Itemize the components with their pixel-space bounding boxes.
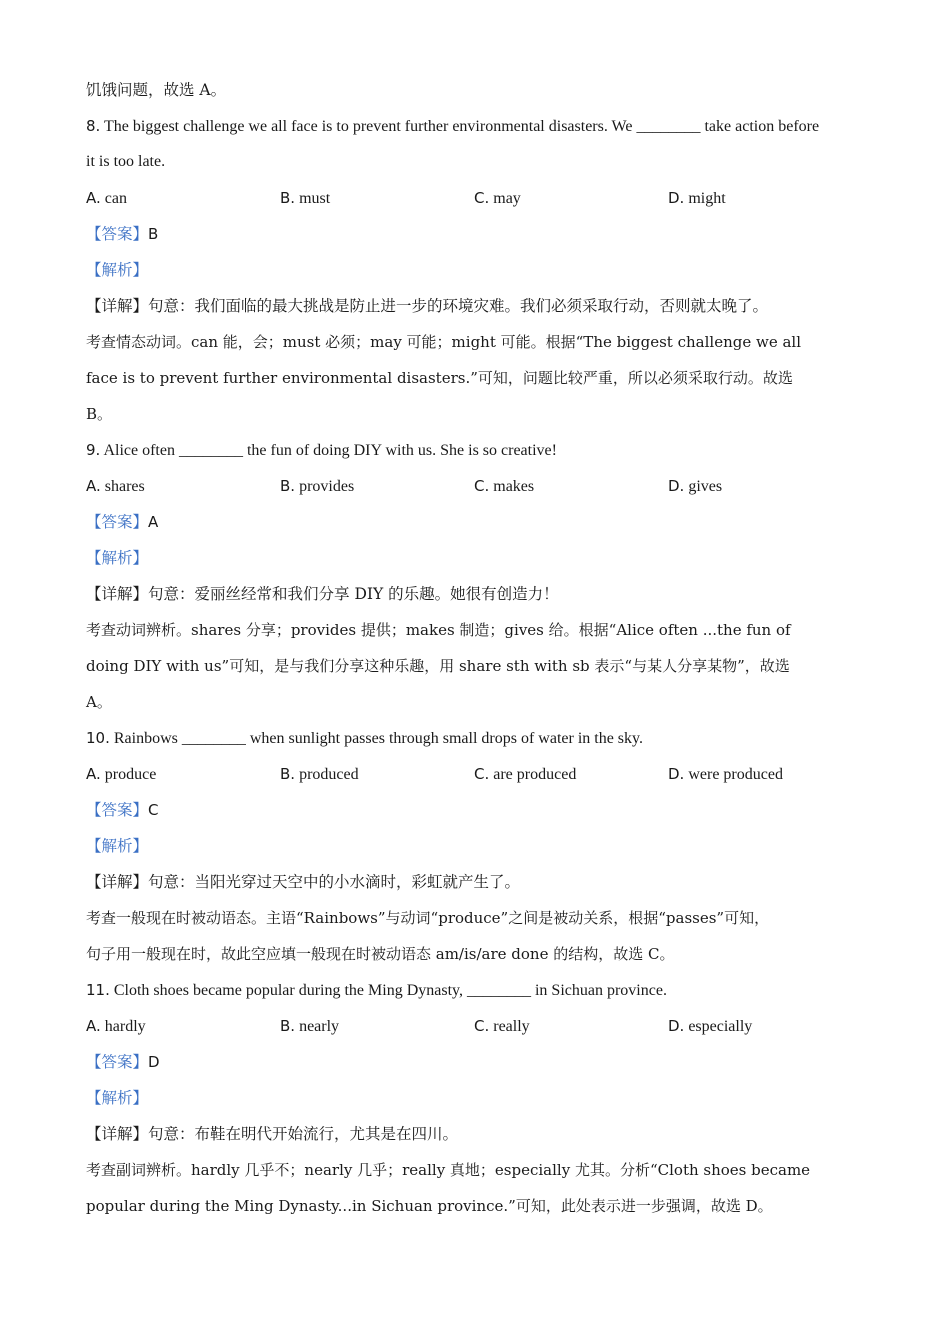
option-d: D. were produced bbox=[668, 765, 783, 783]
option-b: B. nearly bbox=[280, 1017, 340, 1035]
detail-text: 句意：爱丽丝经常和我们分享 DIY 的乐趣。她很有创造力！ bbox=[148, 585, 559, 603]
option-b: B. produced bbox=[280, 765, 359, 783]
answer-label: 【答案】 bbox=[86, 513, 149, 531]
detail-label: 【详解】 bbox=[86, 873, 149, 891]
question-stem-continued: it is too late. bbox=[86, 153, 166, 170]
answer-line bbox=[86, 504, 866, 540]
question-9 bbox=[86, 432, 866, 720]
detail-label: 【详解】 bbox=[86, 585, 149, 603]
question-number: 10. bbox=[86, 729, 110, 747]
analysis-label: 【解析】 bbox=[86, 549, 149, 567]
option-a: A. can bbox=[86, 189, 127, 207]
question-stem bbox=[86, 972, 866, 1008]
detail-line bbox=[86, 1116, 866, 1152]
explanation-line: 考查一般现在时被动语态。主语“Rainbows”与动词“produce”之间是被动关系，根据“passes”可知， bbox=[86, 909, 770, 927]
option-a: A. produce bbox=[86, 765, 157, 783]
answer-value: A bbox=[148, 513, 159, 531]
detail-line bbox=[86, 576, 866, 612]
answer-value: C bbox=[148, 801, 159, 819]
option-d: D. gives bbox=[668, 477, 723, 495]
intro-line: 饥饿问题，故选 A。 bbox=[86, 81, 227, 99]
options-row bbox=[86, 756, 866, 792]
options-row bbox=[86, 1008, 866, 1044]
explanation-line: 考查情态动词。can 能，会；must 必须；may 可能；might 可能。根据“The biggest challenge we all bbox=[86, 333, 801, 351]
question-number: 8. bbox=[86, 117, 101, 135]
question-stem-text: Rainbows ________ when sunlight passes through small drops of water in the sky. bbox=[113, 730, 643, 747]
explanation-line: 考查动词辨析。shares 分享；provides 提供；makes 制造；gives 给。根据“Alice often ...the fun of bbox=[86, 621, 791, 639]
document-page bbox=[86, 72, 866, 1224]
answer-label: 【答案】 bbox=[86, 801, 149, 819]
explanation-line: 句子用一般现在时，故此空应填一般现在时被动语态 am/is/are done 的结构，故选 C。 bbox=[86, 945, 675, 963]
detail-label: 【详解】 bbox=[86, 297, 149, 315]
answer-line bbox=[86, 792, 866, 828]
question-stem-text: Alice often ________ the fun of doing DIY with us. She is so creative! bbox=[103, 442, 557, 459]
explanation-line: B。 bbox=[86, 405, 113, 423]
detail-text: 句意：我们面临的最大挑战是防止进一步的环境灾难。我们必须采取行动，否则就太晚了。 bbox=[148, 297, 769, 315]
question-number: 9. bbox=[86, 441, 101, 459]
option-a: A. shares bbox=[86, 477, 145, 495]
answer-value: B bbox=[148, 225, 159, 243]
question-stem bbox=[86, 432, 866, 468]
options-row bbox=[86, 468, 866, 504]
explanation-line: face is to prevent further environmental disasters.”可知，问题比较严重，所以必须采取行动。故选 bbox=[86, 369, 793, 387]
option-c: C. may bbox=[474, 189, 521, 207]
question-8 bbox=[86, 108, 866, 432]
question-stem bbox=[86, 108, 866, 144]
explanation-line: popular during the Ming Dynasty...in Sichuan province.”可知，此处表示进一步强调，故选 D。 bbox=[86, 1197, 773, 1215]
explanation-line: doing DIY with us”可知，是与我们分享这种乐趣，用 share sth with sb 表示“与某人分享某物”，故选 bbox=[86, 657, 790, 675]
option-b: B. must bbox=[280, 189, 331, 207]
question-stem-text: The biggest challenge we all face is to prevent further environmental disasters. We ________ take action before bbox=[104, 118, 820, 135]
explanation-line: A。 bbox=[86, 693, 112, 711]
question-number: 11. bbox=[86, 981, 110, 999]
answer-label: 【答案】 bbox=[86, 1053, 149, 1071]
analysis-label: 【解析】 bbox=[86, 261, 149, 279]
options-row bbox=[86, 180, 866, 216]
explanation-line: 考查副词辨析。hardly 几乎不；nearly 几乎；really 真地；especially 尤其。分析“Cloth shoes became bbox=[86, 1161, 811, 1179]
answer-value: D bbox=[148, 1053, 160, 1071]
detail-text: 句意：布鞋在明代开始流行，尤其是在四川。 bbox=[148, 1125, 459, 1143]
option-c: C. are produced bbox=[474, 765, 577, 783]
detail-line bbox=[86, 864, 866, 900]
question-stem-text: Cloth shoes became popular during the Ming Dynasty, ________ in Sichuan province. bbox=[113, 982, 667, 999]
option-c: C. really bbox=[474, 1017, 530, 1035]
question-11 bbox=[86, 972, 866, 1224]
option-b: B. provides bbox=[280, 477, 355, 495]
option-a: A. hardly bbox=[86, 1017, 146, 1035]
analysis-line bbox=[86, 1080, 866, 1116]
detail-label: 【详解】 bbox=[86, 1125, 149, 1143]
question-10 bbox=[86, 720, 866, 972]
analysis-label: 【解析】 bbox=[86, 837, 149, 855]
question-stem bbox=[86, 720, 866, 756]
detail-text: 句意：当阳光穿过天空中的小水滴时，彩虹就产生了。 bbox=[148, 873, 521, 891]
analysis-label: 【解析】 bbox=[86, 1089, 149, 1107]
analysis-line bbox=[86, 540, 866, 576]
detail-line bbox=[86, 288, 866, 324]
answer-label: 【答案】 bbox=[86, 225, 149, 243]
analysis-line bbox=[86, 252, 866, 288]
analysis-line bbox=[86, 828, 866, 864]
option-d: D. especially bbox=[668, 1017, 753, 1035]
option-d: D. might bbox=[668, 189, 726, 207]
option-c: C. makes bbox=[474, 477, 535, 495]
answer-line bbox=[86, 216, 866, 252]
answer-line bbox=[86, 1044, 866, 1080]
